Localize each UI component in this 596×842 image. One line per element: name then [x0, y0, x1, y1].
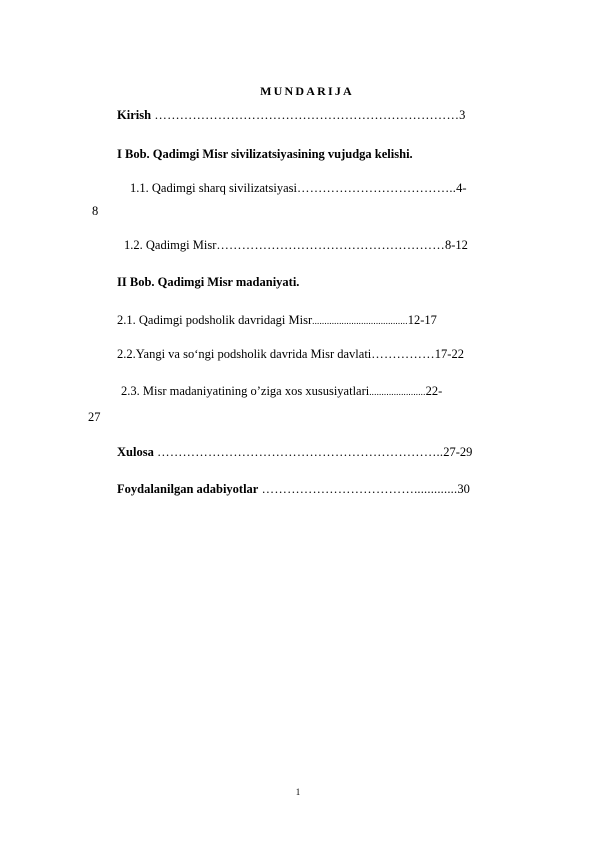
toc-entry-leader: ……………: [371, 347, 435, 361]
toc-entry-leader: ………………………………………………………………: [151, 108, 460, 122]
toc-entry-page: 4-: [456, 181, 467, 195]
toc-entry-label: 2.2.Yangi va so‘ngi podsholik davrida Misr davlati: [117, 347, 372, 361]
toc-entry-1-1[interactable]: [130, 181, 466, 195]
toc-entry-page: 27-29: [443, 445, 473, 459]
toc-entry-xulosa[interactable]: [117, 445, 472, 459]
toc-chapter-1[interactable]: [117, 147, 413, 161]
toc-entry-label: Xulosa: [117, 445, 154, 459]
toc-chapter-label: II Bob. Qadimgi Misr madaniyati.: [117, 275, 300, 289]
toc-title: MUNDARIJA: [260, 84, 354, 98]
toc-entry-page-wrap: 8: [92, 204, 99, 218]
toc-entry-page: 22-: [425, 384, 443, 398]
toc-entry-leader: .......................: [369, 387, 426, 397]
toc-entry-2-2[interactable]: [117, 347, 464, 361]
toc-entry-leader: .......................................: [312, 316, 408, 326]
toc-entry-page: 12-17: [407, 313, 437, 327]
toc-entry-label: 1.2. Qadimgi Misr: [124, 238, 217, 252]
toc-entry-page-wrap: 27: [88, 410, 101, 424]
toc-entry-leader: ……………………………….............: [258, 482, 458, 496]
toc-chapter-2[interactable]: [117, 275, 299, 289]
page-number: 1: [295, 787, 301, 797]
toc-entry-leader: …………………………………………………………..: [153, 445, 444, 459]
toc-entry-label: 1.1. Qadimgi sharq sivilizatsiyasi: [130, 181, 297, 195]
toc-entry-label: 2.1. Qadimgi podsholik davridagi Misr: [117, 313, 313, 327]
toc-entry-label: Foydalanilgan adabiyotlar: [117, 482, 259, 496]
toc-entry-label: Kirish: [117, 108, 152, 122]
toc-entry-leader: ………………………………………………: [216, 238, 445, 252]
toc-entry-kirish[interactable]: [117, 108, 465, 122]
toc-entry-2-1[interactable]: [117, 313, 437, 328]
toc-entry-page: 30: [457, 482, 470, 496]
toc-entry-label: 2.3. Misr madaniyatining o’ziga xos xususiyatlari: [121, 384, 370, 398]
toc-chapter-label: I Bob. Qadimgi Misr sivilizatsiyasining vujudga kelishi.: [117, 147, 413, 161]
toc-entry-page: 8-12: [444, 238, 468, 252]
toc-entry-2-3[interactable]: [121, 384, 442, 399]
toc-entry-leader: ………………………………..: [297, 181, 457, 195]
toc-entry-page: 3: [459, 108, 466, 122]
toc-entry-1-2[interactable]: [124, 238, 468, 252]
toc-entry-page: 17-22: [434, 347, 464, 361]
toc-entry-adabiyotlar[interactable]: [117, 482, 470, 496]
